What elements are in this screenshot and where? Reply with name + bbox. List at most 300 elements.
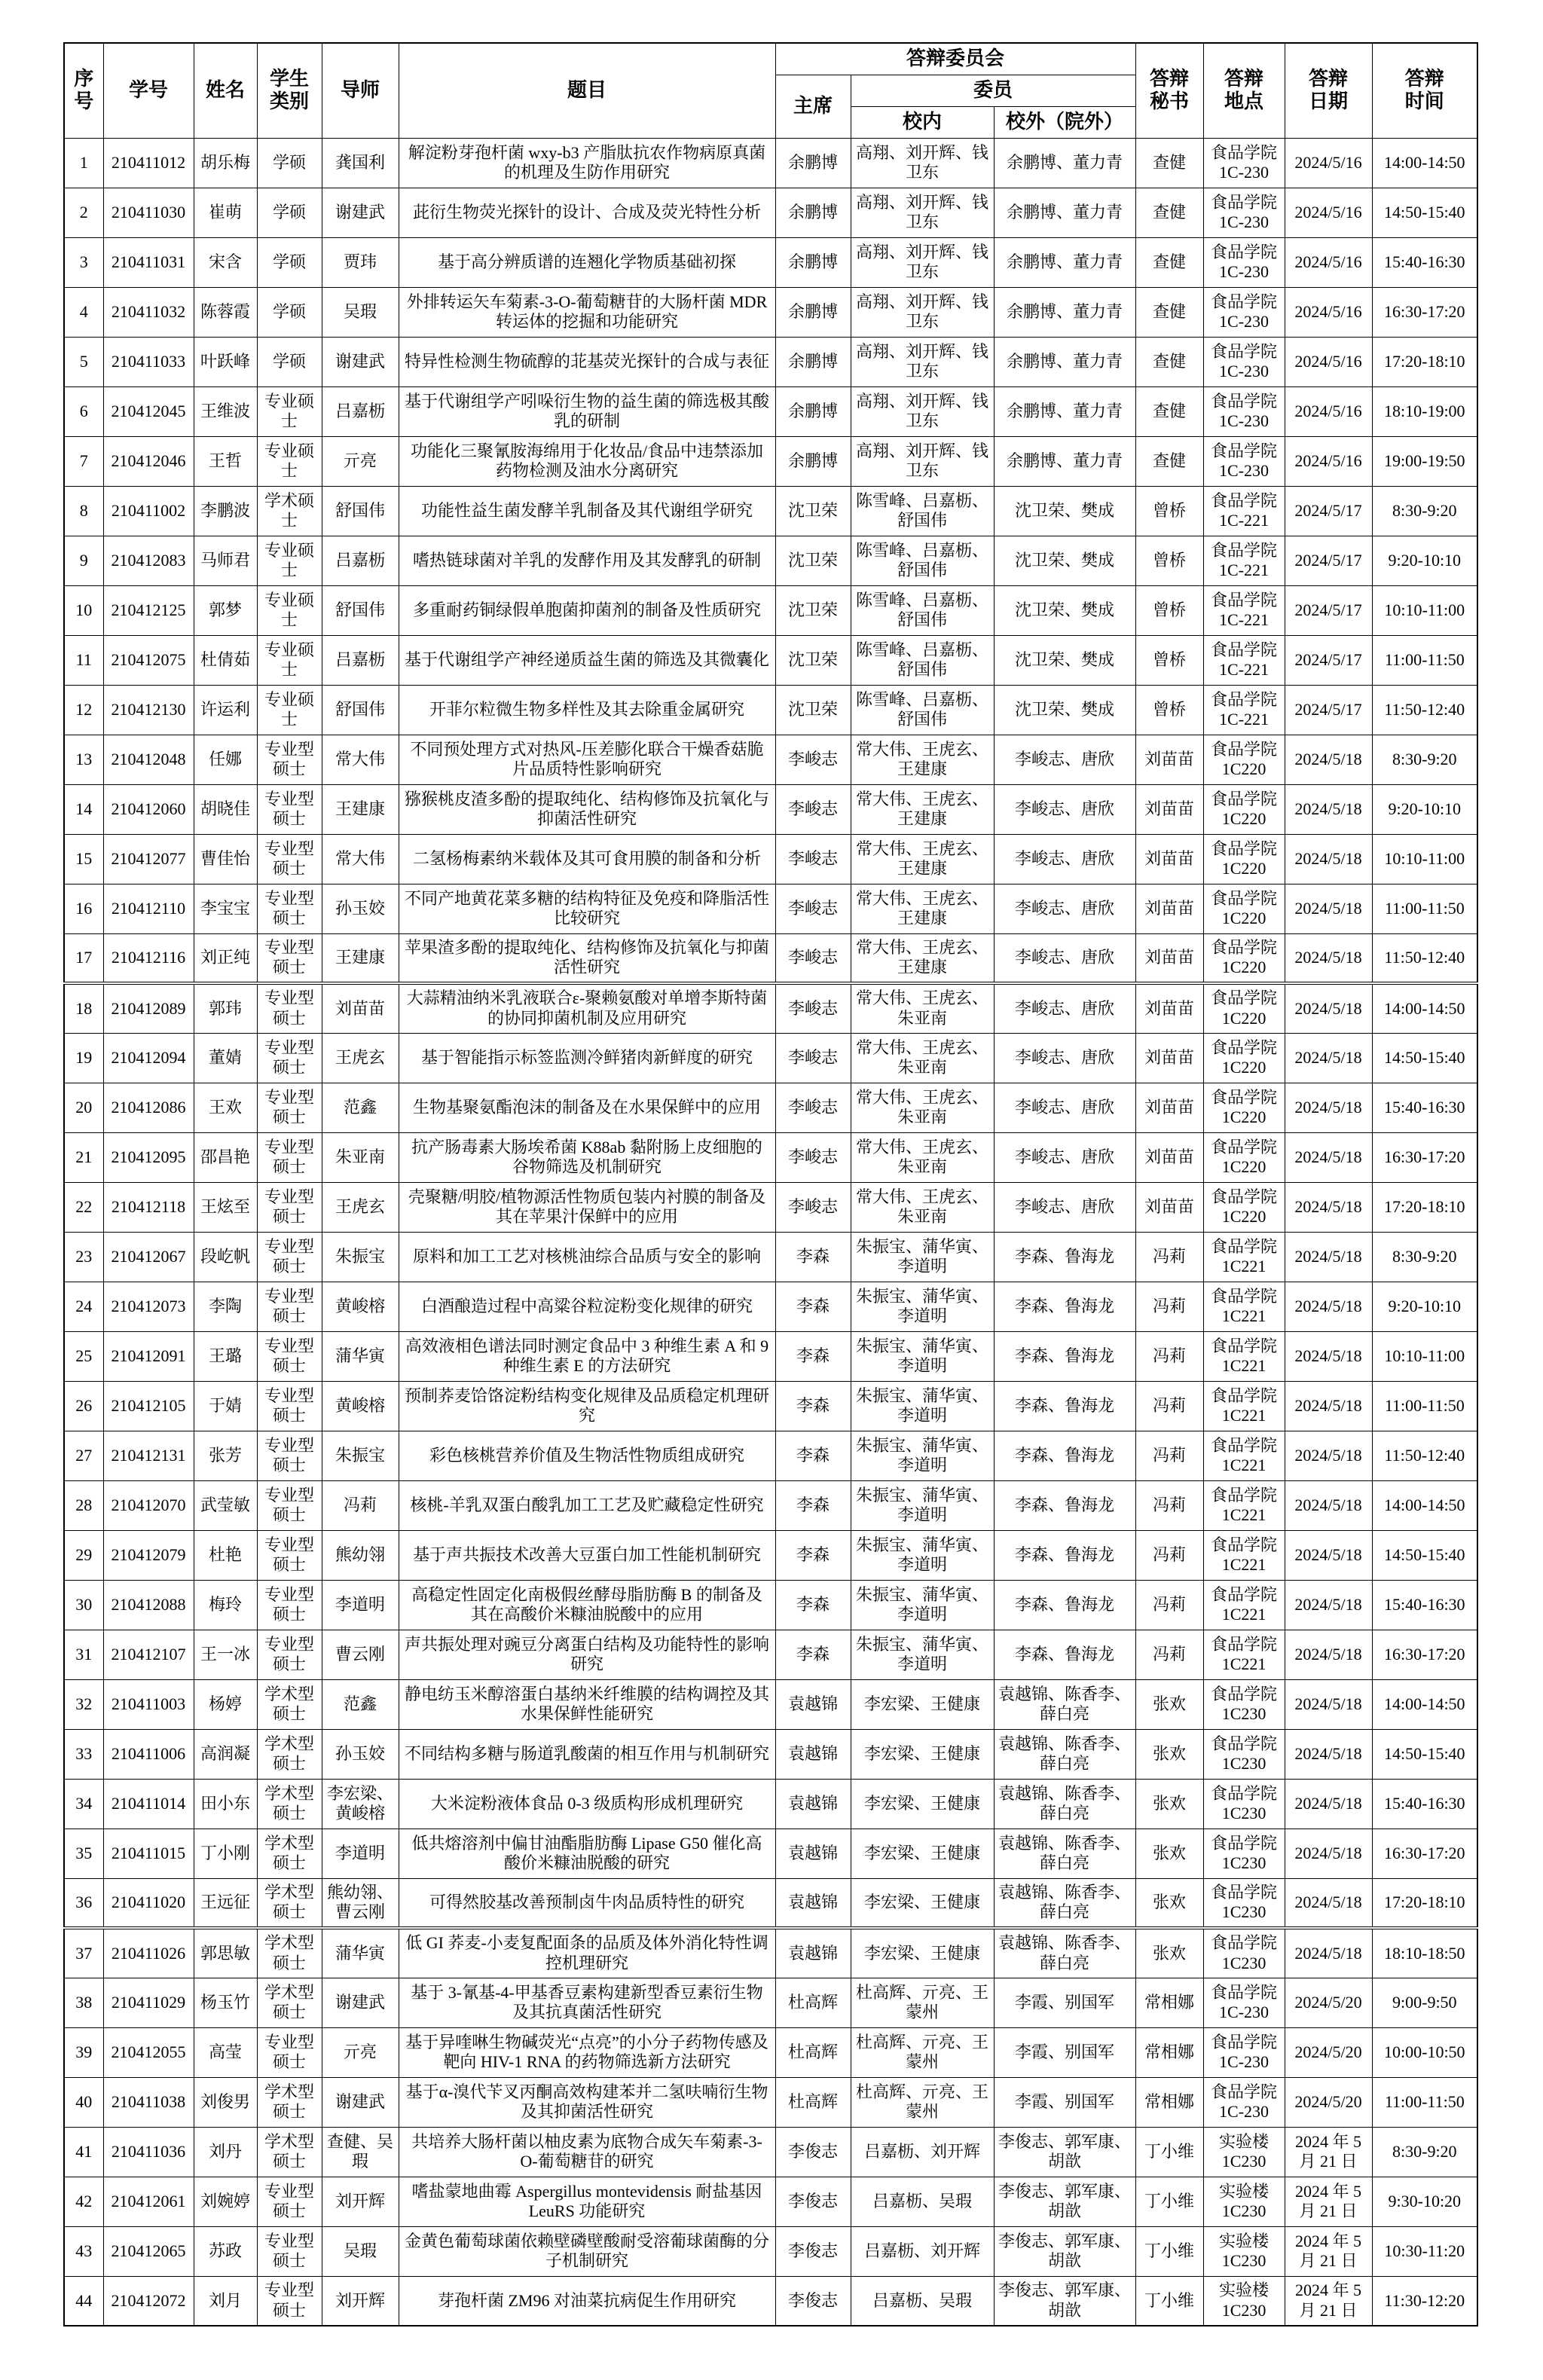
internal-members-cell: 常大伟、王虎玄、王建康 bbox=[851, 735, 994, 784]
external-members-cell: 余鹏博、董力青 bbox=[994, 436, 1135, 486]
defense-time-cell: 18:10-19:00 bbox=[1372, 386, 1477, 436]
student-name-cell: 武莹敏 bbox=[194, 1480, 257, 1530]
internal-members-cell: 陈雪峰、吕嘉枥、舒国伟 bbox=[851, 635, 994, 685]
external-members-cell: 李峻志、唐欣 bbox=[994, 735, 1135, 784]
header-chair: 主席 bbox=[775, 75, 851, 138]
location-cell: 食品学院 1C-230 bbox=[1203, 287, 1285, 337]
student-name-cell: 胡乐梅 bbox=[194, 138, 257, 188]
defense-time-cell: 8:30-9:20 bbox=[1372, 2127, 1477, 2177]
table-row bbox=[64, 138, 1477, 188]
external-members-cell: 李森、鲁海龙 bbox=[994, 1530, 1135, 1580]
table-row bbox=[64, 1232, 1477, 1282]
thesis-title-cell: 可得然胶基改善预制卤牛肉品质特性的研究 bbox=[399, 1878, 775, 1928]
internal-members-cell: 朱振宝、蒲华寅、李道明 bbox=[851, 1480, 994, 1530]
internal-members-cell: 朱振宝、蒲华寅、李道明 bbox=[851, 1630, 994, 1679]
advisor-cell: 蒲华寅 bbox=[322, 1928, 399, 1978]
advisor-cell: 黄峻榕 bbox=[322, 1282, 399, 1331]
student-name-cell: 刘婉婷 bbox=[194, 2177, 257, 2226]
location-cell: 食品学院 1C220 bbox=[1203, 1083, 1285, 1132]
committee-chair-cell: 沈卫荣 bbox=[775, 536, 851, 585]
internal-members-cell: 吕嘉枥、吴瑕 bbox=[851, 2177, 994, 2226]
header-internal: 校内 bbox=[851, 106, 994, 138]
defense-time-cell: 9:20-10:10 bbox=[1372, 536, 1477, 585]
student-type-cell: 学术型硕士 bbox=[257, 1878, 322, 1928]
student-type-cell: 专业型硕士 bbox=[257, 1480, 322, 1530]
header-time-label: 答辩时间 bbox=[1404, 68, 1444, 113]
defense-date-cell: 2024/5/16 bbox=[1285, 337, 1372, 386]
external-members-cell: 李森、鲁海龙 bbox=[994, 1381, 1135, 1431]
defense-date-cell: 2024/5/18 bbox=[1285, 1182, 1372, 1232]
external-members-cell: 李霞、别国军 bbox=[994, 2077, 1135, 2127]
table-row bbox=[64, 1978, 1477, 2027]
table-row bbox=[64, 2077, 1477, 2127]
thesis-title-cell: 低 GI 荞麦-小麦复配面条的品质及体外消化特性调控机理研究 bbox=[399, 1928, 775, 1978]
advisor-cell: 曹云刚 bbox=[322, 1630, 399, 1679]
location-cell: 食品学院 1C221 bbox=[1203, 1480, 1285, 1530]
student-name-cell: 王璐 bbox=[194, 1331, 257, 1381]
defense-date-cell: 2024/5/18 bbox=[1285, 1580, 1372, 1630]
student-name-cell: 丁小刚 bbox=[194, 1829, 257, 1878]
defense-date-cell: 2024/5/18 bbox=[1285, 1232, 1372, 1282]
internal-members-cell: 高翔、刘开辉、钱卫东 bbox=[851, 138, 994, 188]
table-row bbox=[64, 536, 1477, 585]
internal-members-cell: 常大伟、王虎玄、朱亚南 bbox=[851, 983, 994, 1033]
student-name-cell: 刘月 bbox=[194, 2276, 257, 2326]
row-number-cell: 14 bbox=[64, 784, 103, 834]
external-members-cell: 李峻志、唐欣 bbox=[994, 1033, 1135, 1083]
student-type-cell: 学硕 bbox=[257, 287, 322, 337]
thesis-title-cell: 特异性检测生物硫醇的苝基荧光探针的合成与表征 bbox=[399, 337, 775, 386]
student-name-cell: 刘俊男 bbox=[194, 2077, 257, 2127]
defense-time-cell: 15:40-16:30 bbox=[1372, 1083, 1477, 1132]
row-number-cell: 7 bbox=[64, 436, 103, 486]
internal-members-cell: 李宏梁、王健康 bbox=[851, 1928, 994, 1978]
secretary-cell: 刘苗苗 bbox=[1135, 933, 1203, 983]
student-id-cell: 210412088 bbox=[103, 1580, 194, 1630]
header-secretary-label: 答辩秘书 bbox=[1150, 68, 1190, 113]
student-id-cell: 210411031 bbox=[103, 237, 194, 287]
location-cell: 实验楼 1C230 bbox=[1203, 2276, 1285, 2326]
row-number-cell: 32 bbox=[64, 1679, 103, 1729]
student-name-cell: 刘正纯 bbox=[194, 933, 257, 983]
secretary-cell: 查健 bbox=[1135, 436, 1203, 486]
location-cell: 食品学院 1C221 bbox=[1203, 1282, 1285, 1331]
location-cell: 食品学院 1C220 bbox=[1203, 1182, 1285, 1232]
table-body bbox=[64, 138, 1477, 2326]
defense-date-cell: 2024/5/18 bbox=[1285, 1928, 1372, 1978]
external-members-cell: 袁越锦、陈香李、薛白亮 bbox=[994, 1779, 1135, 1829]
thesis-title-cell: 共培养大肠杆菌以柚皮素为底物合成矢车菊素-3-O-葡萄糖苷的研究 bbox=[399, 2127, 775, 2177]
student-id-cell: 210412083 bbox=[103, 536, 194, 585]
defense-time-cell: 17:20-18:10 bbox=[1372, 1182, 1477, 1232]
student-id-cell: 210411033 bbox=[103, 337, 194, 386]
row-number-cell: 33 bbox=[64, 1729, 103, 1779]
advisor-cell: 龚国利 bbox=[322, 138, 399, 188]
thesis-title-cell: 苹果渣多酚的提取纯化、结构修饰及抗氧化与抑菌活性研究 bbox=[399, 933, 775, 983]
internal-members-cell: 朱振宝、蒲华寅、李道明 bbox=[851, 1431, 994, 1480]
defense-date-cell: 2024/5/18 bbox=[1285, 884, 1372, 933]
thesis-title-cell: 大蒜精油纳米乳液联合ε-聚赖氨酸对单增李斯特菌的协同抑菌机制及应用研究 bbox=[399, 983, 775, 1033]
defense-date-cell: 2024/5/18 bbox=[1285, 1829, 1372, 1878]
student-type-cell: 专业型硕士 bbox=[257, 1232, 322, 1282]
advisor-cell: 舒国伟 bbox=[322, 585, 399, 635]
header-student-type bbox=[257, 43, 322, 138]
table-row bbox=[64, 2276, 1477, 2326]
student-id-cell: 210412094 bbox=[103, 1033, 194, 1083]
table-row bbox=[64, 1083, 1477, 1132]
defense-time-cell: 15:40-16:30 bbox=[1372, 1580, 1477, 1630]
defense-time-cell: 18:10-18:50 bbox=[1372, 1928, 1477, 1978]
advisor-cell: 查健、吴瑕 bbox=[322, 2127, 399, 2177]
thesis-title-cell: 声共振处理对豌豆分离蛋白结构及功能特性的影响研究 bbox=[399, 1630, 775, 1679]
external-members-cell: 李俊志、郭军康、胡歆 bbox=[994, 2177, 1135, 2226]
row-number-cell: 22 bbox=[64, 1182, 103, 1232]
internal-members-cell: 常大伟、王虎玄、王建康 bbox=[851, 834, 994, 884]
internal-members-cell: 常大伟、王虎玄、王建康 bbox=[851, 884, 994, 933]
advisor-cell: 李道明 bbox=[322, 1829, 399, 1878]
student-id-cell: 210412110 bbox=[103, 884, 194, 933]
secretary-cell: 冯莉 bbox=[1135, 1431, 1203, 1480]
committee-chair-cell: 李森 bbox=[775, 1480, 851, 1530]
thesis-title-cell: 功能化三聚氰胺海绵用于化妆品/食品中违禁添加药物检测及油水分离研究 bbox=[399, 436, 775, 486]
location-cell: 食品学院 1C220 bbox=[1203, 1033, 1285, 1083]
defense-time-cell: 10:30-11:20 bbox=[1372, 2226, 1477, 2276]
defense-time-cell: 14:00-14:50 bbox=[1372, 138, 1477, 188]
table-row bbox=[64, 1132, 1477, 1182]
external-members-cell: 余鹏博、董力青 bbox=[994, 188, 1135, 237]
secretary-cell: 刘苗苗 bbox=[1135, 1182, 1203, 1232]
secretary-cell: 丁小维 bbox=[1135, 2276, 1203, 2326]
row-number-cell: 37 bbox=[64, 1928, 103, 1978]
committee-chair-cell: 袁越锦 bbox=[775, 1779, 851, 1829]
internal-members-cell: 高翔、刘开辉、钱卫东 bbox=[851, 287, 994, 337]
student-name-cell: 高润凝 bbox=[194, 1729, 257, 1779]
student-type-cell: 专业型硕士 bbox=[257, 1132, 322, 1182]
advisor-cell: 谢建武 bbox=[322, 188, 399, 237]
secretary-cell: 查健 bbox=[1135, 138, 1203, 188]
advisor-cell: 刘开辉 bbox=[322, 2177, 399, 2226]
defense-date-cell: 2024 年 5 月 21 日 bbox=[1285, 2177, 1372, 2226]
defense-date-cell: 2024/5/20 bbox=[1285, 2027, 1372, 2077]
secretary-cell: 冯莉 bbox=[1135, 1232, 1203, 1282]
internal-members-cell: 常大伟、王虎玄、朱亚南 bbox=[851, 1083, 994, 1132]
student-type-cell: 学术型硕士 bbox=[257, 2127, 322, 2177]
defense-time-cell: 10:10-11:00 bbox=[1372, 585, 1477, 635]
table-header bbox=[64, 43, 1477, 138]
header-date-label: 答辩日期 bbox=[1309, 68, 1349, 113]
external-members-cell: 沈卫荣、樊成 bbox=[994, 486, 1135, 536]
defense-time-cell: 11:30-12:20 bbox=[1372, 2276, 1477, 2326]
committee-chair-cell: 李峻志 bbox=[775, 1033, 851, 1083]
location-cell: 食品学院 1C220 bbox=[1203, 735, 1285, 784]
internal-members-cell: 高翔、刘开辉、钱卫东 bbox=[851, 436, 994, 486]
student-id-cell: 210411029 bbox=[103, 1978, 194, 2027]
student-name-cell: 张芳 bbox=[194, 1431, 257, 1480]
advisor-cell: 朱振宝 bbox=[322, 1431, 399, 1480]
internal-members-cell: 常大伟、王虎玄、王建康 bbox=[851, 933, 994, 983]
advisor-cell: 贾玮 bbox=[322, 237, 399, 287]
student-id-cell: 210412075 bbox=[103, 635, 194, 685]
table-row bbox=[64, 1182, 1477, 1232]
student-type-cell: 学术型硕士 bbox=[257, 1928, 322, 1978]
student-name-cell: 王欢 bbox=[194, 1083, 257, 1132]
location-cell: 食品学院 1C220 bbox=[1203, 884, 1285, 933]
student-type-cell: 学硕 bbox=[257, 138, 322, 188]
secretary-cell: 张欢 bbox=[1135, 1679, 1203, 1729]
external-members-cell: 李森、鲁海龙 bbox=[994, 1630, 1135, 1679]
student-id-cell: 210411012 bbox=[103, 138, 194, 188]
defense-date-cell: 2024/5/18 bbox=[1285, 1480, 1372, 1530]
student-type-cell: 学术硕士 bbox=[257, 486, 322, 536]
committee-chair-cell: 余鹏博 bbox=[775, 386, 851, 436]
advisor-cell: 吕嘉枥 bbox=[322, 536, 399, 585]
location-cell: 食品学院 1C230 bbox=[1203, 1878, 1285, 1928]
internal-members-cell: 吕嘉枥、刘开辉 bbox=[851, 2127, 994, 2177]
table-row bbox=[64, 1331, 1477, 1381]
table-row bbox=[64, 1630, 1477, 1679]
defense-date-cell: 2024/5/17 bbox=[1285, 685, 1372, 735]
secretary-cell: 刘苗苗 bbox=[1135, 735, 1203, 784]
defense-date-cell: 2024/5/18 bbox=[1285, 1779, 1372, 1829]
table-row bbox=[64, 2226, 1477, 2276]
defense-time-cell: 14:50-15:40 bbox=[1372, 188, 1477, 237]
student-type-cell: 专业型硕士 bbox=[257, 1033, 322, 1083]
student-name-cell: 许运利 bbox=[194, 685, 257, 735]
committee-chair-cell: 李峻志 bbox=[775, 983, 851, 1033]
thesis-title-cell: 芽孢杆菌 ZM96 对油菜抗病促生作用研究 bbox=[399, 2276, 775, 2326]
header-time bbox=[1372, 43, 1477, 138]
thesis-title-cell: 原料和加工工艺对核桃油综合品质与安全的影响 bbox=[399, 1232, 775, 1282]
committee-chair-cell: 李森 bbox=[775, 1431, 851, 1480]
committee-chair-cell: 李峻志 bbox=[775, 834, 851, 884]
location-cell: 实验楼 1C230 bbox=[1203, 2226, 1285, 2276]
location-cell: 食品学院 1C230 bbox=[1203, 1829, 1285, 1878]
internal-members-cell: 陈雪峰、吕嘉枥、舒国伟 bbox=[851, 585, 994, 635]
student-name-cell: 段屹帆 bbox=[194, 1232, 257, 1282]
secretary-cell: 张欢 bbox=[1135, 1779, 1203, 1829]
student-name-cell: 杨玉竹 bbox=[194, 1978, 257, 2027]
secretary-cell: 刘苗苗 bbox=[1135, 784, 1203, 834]
student-id-cell: 210412105 bbox=[103, 1381, 194, 1431]
thesis-title-cell: 核桃-羊乳双蛋白酸乳加工工艺及贮藏稳定性研究 bbox=[399, 1480, 775, 1530]
defense-time-cell: 8:30-9:20 bbox=[1372, 486, 1477, 536]
external-members-cell: 李峻志、唐欣 bbox=[994, 784, 1135, 834]
row-number-cell: 20 bbox=[64, 1083, 103, 1132]
header-secretary bbox=[1135, 43, 1203, 138]
defense-date-cell: 2024/5/18 bbox=[1285, 1630, 1372, 1679]
location-cell: 食品学院 1C-230 bbox=[1203, 2027, 1285, 2077]
student-id-cell: 210412048 bbox=[103, 735, 194, 784]
student-name-cell: 王炫至 bbox=[194, 1182, 257, 1232]
internal-members-cell: 朱振宝、蒲华寅、李道明 bbox=[851, 1580, 994, 1630]
row-number-cell: 23 bbox=[64, 1232, 103, 1282]
student-type-cell: 专业型硕士 bbox=[257, 735, 322, 784]
table-row bbox=[64, 486, 1477, 536]
defense-time-cell: 10:00-10:50 bbox=[1372, 2027, 1477, 2077]
student-type-cell: 专业型硕士 bbox=[257, 1580, 322, 1630]
location-cell: 食品学院 1C220 bbox=[1203, 983, 1285, 1033]
table-row bbox=[64, 1829, 1477, 1878]
defense-date-cell: 2024/5/16 bbox=[1285, 287, 1372, 337]
secretary-cell: 曾桥 bbox=[1135, 536, 1203, 585]
student-id-cell: 210411003 bbox=[103, 1679, 194, 1729]
student-type-cell: 专业硕士 bbox=[257, 436, 322, 486]
advisor-cell: 谢建武 bbox=[322, 2077, 399, 2127]
student-type-cell: 专业型硕士 bbox=[257, 1331, 322, 1381]
defense-time-cell: 17:20-18:10 bbox=[1372, 337, 1477, 386]
student-type-cell: 专业型硕士 bbox=[257, 2027, 322, 2077]
student-id-cell: 210412061 bbox=[103, 2177, 194, 2226]
table-row bbox=[64, 933, 1477, 983]
student-name-cell: 于婧 bbox=[194, 1381, 257, 1431]
row-number-cell: 12 bbox=[64, 685, 103, 735]
student-name-cell: 宋含 bbox=[194, 237, 257, 287]
student-type-cell: 专业型硕士 bbox=[257, 1182, 322, 1232]
advisor-cell: 蒲华寅 bbox=[322, 1331, 399, 1381]
advisor-cell: 李道明 bbox=[322, 1580, 399, 1630]
thesis-title-cell: 基于智能指示标签监测冷鲜猪肉新鲜度的研究 bbox=[399, 1033, 775, 1083]
row-number-cell: 13 bbox=[64, 735, 103, 784]
defense-date-cell: 2024/5/18 bbox=[1285, 735, 1372, 784]
defense-time-cell: 11:50-12:40 bbox=[1372, 685, 1477, 735]
defense-date-cell: 2024/5/16 bbox=[1285, 188, 1372, 237]
external-members-cell: 李峻志、唐欣 bbox=[994, 1132, 1135, 1182]
committee-chair-cell: 李峻志 bbox=[775, 1182, 851, 1232]
internal-members-cell: 陈雪峰、吕嘉枥、舒国伟 bbox=[851, 685, 994, 735]
thesis-title-cell: 基于声共振技术改善大豆蛋白加工性能机制研究 bbox=[399, 1530, 775, 1580]
defense-date-cell: 2024/5/18 bbox=[1285, 1132, 1372, 1182]
student-type-cell: 专业型硕士 bbox=[257, 784, 322, 834]
table-row bbox=[64, 635, 1477, 685]
advisor-cell: 刘苗苗 bbox=[322, 983, 399, 1033]
external-members-cell: 余鹏博、董力青 bbox=[994, 287, 1135, 337]
secretary-cell: 冯莉 bbox=[1135, 1282, 1203, 1331]
defense-time-cell: 11:00-11:50 bbox=[1372, 2077, 1477, 2127]
committee-chair-cell: 余鹏博 bbox=[775, 287, 851, 337]
defense-schedule-table bbox=[63, 42, 1478, 2327]
row-number-cell: 16 bbox=[64, 884, 103, 933]
external-members-cell: 李峻志、唐欣 bbox=[994, 933, 1135, 983]
student-name-cell: 王远征 bbox=[194, 1878, 257, 1928]
student-name-cell: 刘丹 bbox=[194, 2127, 257, 2177]
internal-members-cell: 常大伟、王虎玄、王建康 bbox=[851, 784, 994, 834]
location-cell: 食品学院 1C-221 bbox=[1203, 486, 1285, 536]
student-id-cell: 210412060 bbox=[103, 784, 194, 834]
student-id-cell: 210412077 bbox=[103, 834, 194, 884]
table-row bbox=[64, 1679, 1477, 1729]
defense-date-cell: 2024/5/18 bbox=[1285, 1331, 1372, 1381]
row-number-cell: 29 bbox=[64, 1530, 103, 1580]
committee-chair-cell: 李峻志 bbox=[775, 1132, 851, 1182]
location-cell: 食品学院 1C230 bbox=[1203, 1679, 1285, 1729]
committee-chair-cell: 余鹏博 bbox=[775, 188, 851, 237]
advisor-cell: 舒国伟 bbox=[322, 685, 399, 735]
row-number-cell: 38 bbox=[64, 1978, 103, 2027]
external-members-cell: 李峻志、唐欣 bbox=[994, 1182, 1135, 1232]
committee-chair-cell: 李峻志 bbox=[775, 933, 851, 983]
thesis-title-cell: 不同结构多糖与肠道乳酸菌的相互作用与机制研究 bbox=[399, 1729, 775, 1779]
row-number-cell: 31 bbox=[64, 1630, 103, 1679]
advisor-cell: 黄峻榕 bbox=[322, 1381, 399, 1431]
secretary-cell: 查健 bbox=[1135, 337, 1203, 386]
header-date bbox=[1285, 43, 1372, 138]
student-type-cell: 专业型硕士 bbox=[257, 1431, 322, 1480]
table-row bbox=[64, 884, 1477, 933]
secretary-cell: 常相娜 bbox=[1135, 2077, 1203, 2127]
committee-chair-cell: 袁越锦 bbox=[775, 1729, 851, 1779]
advisor-cell: 舒国伟 bbox=[322, 486, 399, 536]
external-members-cell: 沈卫荣、樊成 bbox=[994, 635, 1135, 685]
committee-chair-cell: 李森 bbox=[775, 1331, 851, 1381]
thesis-title-cell: 嗜盐蒙地曲霉 Aspergillus montevidensis 耐盐基因 LeuRS 功能研究 bbox=[399, 2177, 775, 2226]
row-number-cell: 5 bbox=[64, 337, 103, 386]
student-type-cell: 学术型硕士 bbox=[257, 1729, 322, 1779]
advisor-cell: 范鑫 bbox=[322, 1679, 399, 1729]
row-number-cell: 36 bbox=[64, 1878, 103, 1928]
secretary-cell: 冯莉 bbox=[1135, 1480, 1203, 1530]
advisor-cell: 吴瑕 bbox=[322, 2226, 399, 2276]
student-type-cell: 专业型硕士 bbox=[257, 2226, 322, 2276]
defense-date-cell: 2024/5/16 bbox=[1285, 237, 1372, 287]
advisor-cell: 朱振宝 bbox=[322, 1232, 399, 1282]
row-number-cell: 43 bbox=[64, 2226, 103, 2276]
secretary-cell: 冯莉 bbox=[1135, 1530, 1203, 1580]
thesis-title-cell: 不同预处理方式对热风-压差膨化联合干燥香菇脆片品质特性影响研究 bbox=[399, 735, 775, 784]
external-members-cell: 沈卫荣、樊成 bbox=[994, 685, 1135, 735]
secretary-cell: 张欢 bbox=[1135, 1878, 1203, 1928]
defense-time-cell: 11:00-11:50 bbox=[1372, 635, 1477, 685]
row-number-cell: 2 bbox=[64, 188, 103, 237]
internal-members-cell: 常大伟、王虎玄、朱亚南 bbox=[851, 1033, 994, 1083]
defense-date-cell: 2024/5/16 bbox=[1285, 386, 1372, 436]
row-number-cell: 15 bbox=[64, 834, 103, 884]
advisor-cell: 刘开辉 bbox=[322, 2276, 399, 2326]
row-number-cell: 11 bbox=[64, 635, 103, 685]
student-name-cell: 杜艳 bbox=[194, 1530, 257, 1580]
advisor-cell: 王虎玄 bbox=[322, 1033, 399, 1083]
defense-date-cell: 2024/5/20 bbox=[1285, 1978, 1372, 2027]
student-name-cell: 陈蓉霞 bbox=[194, 287, 257, 337]
thesis-title-cell: 基于高分辨质谱的连翘化学物质基础初探 bbox=[399, 237, 775, 287]
committee-chair-cell: 杜高辉 bbox=[775, 1978, 851, 2027]
defense-date-cell: 2024/5/18 bbox=[1285, 834, 1372, 884]
table-row bbox=[64, 1928, 1477, 1978]
location-cell: 食品学院 1C221 bbox=[1203, 1331, 1285, 1381]
external-members-cell: 袁越锦、陈香李、薛白亮 bbox=[994, 1928, 1135, 1978]
location-cell: 食品学院 1C-230 bbox=[1203, 237, 1285, 287]
table-row bbox=[64, 1431, 1477, 1480]
location-cell: 食品学院 1C-230 bbox=[1203, 2077, 1285, 2127]
committee-chair-cell: 李森 bbox=[775, 1580, 851, 1630]
table-row bbox=[64, 585, 1477, 635]
defense-time-cell: 10:10-11:00 bbox=[1372, 1331, 1477, 1381]
external-members-cell: 余鹏博、董力青 bbox=[994, 138, 1135, 188]
table-row bbox=[64, 1282, 1477, 1331]
student-id-cell: 210412079 bbox=[103, 1530, 194, 1580]
thesis-title-cell: 猕猴桃皮渣多酚的提取纯化、结构修饰及抗氧化与抑菌活性研究 bbox=[399, 784, 775, 834]
location-cell: 食品学院 1C220 bbox=[1203, 784, 1285, 834]
secretary-cell: 常相娜 bbox=[1135, 2027, 1203, 2077]
defense-time-cell: 15:40-16:30 bbox=[1372, 237, 1477, 287]
external-members-cell: 李俊志、郭军康、胡歆 bbox=[994, 2276, 1135, 2326]
student-id-cell: 210411015 bbox=[103, 1829, 194, 1878]
location-cell: 食品学院 1C221 bbox=[1203, 1232, 1285, 1282]
committee-chair-cell: 李俊志 bbox=[775, 2226, 851, 2276]
committee-chair-cell: 沈卫荣 bbox=[775, 635, 851, 685]
student-type-cell: 专业型硕士 bbox=[257, 884, 322, 933]
thesis-title-cell: 高效液相色谱法同时测定食品中 3 种维生素 A 和 9 种维生素 E 的方法研究 bbox=[399, 1331, 775, 1381]
secretary-cell: 丁小维 bbox=[1135, 2177, 1203, 2226]
